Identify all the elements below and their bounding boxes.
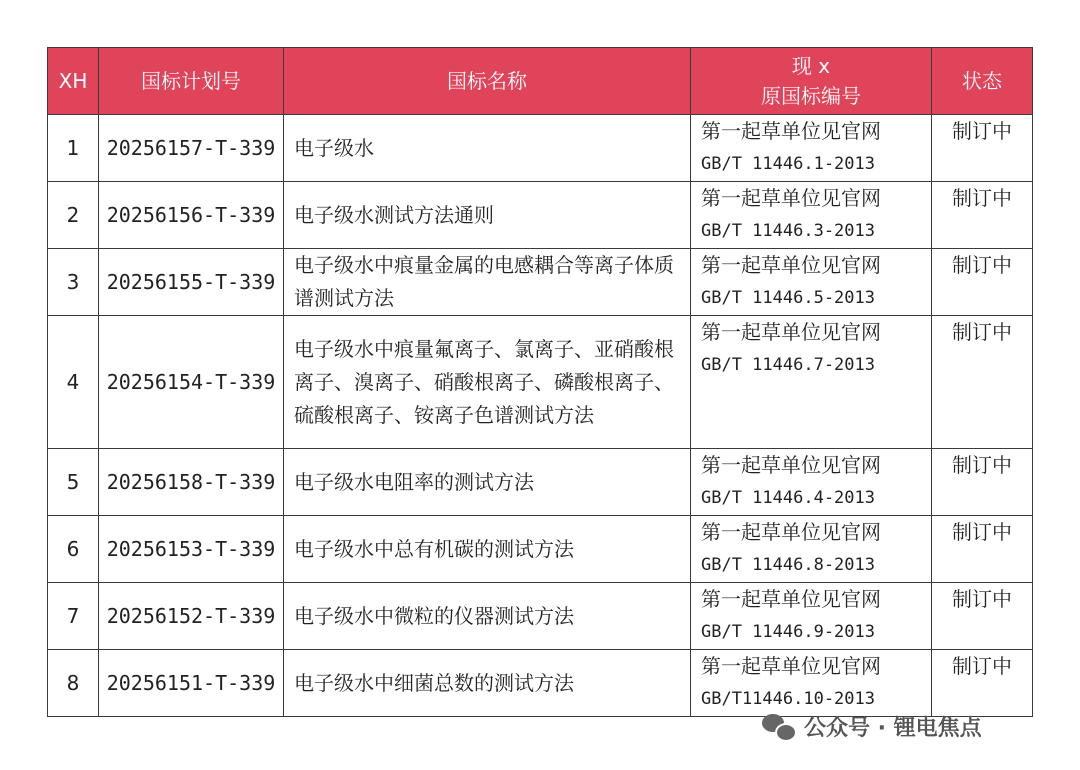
row-original-number: GB/T 11446.9-2013 — [701, 622, 875, 642]
row-status: 制订中 — [932, 650, 1033, 717]
row-original-note: 第一起草单位见官网 — [701, 587, 881, 611]
table-row — [48, 449, 1033, 516]
row-index: 7 — [48, 583, 99, 650]
watermark — [762, 708, 982, 744]
row-standard-name: 电子级水电阻率的测试方法 — [284, 449, 691, 516]
row-plan-number: 20256158-T-339 — [99, 449, 284, 516]
row-standard-name: 电子级水中痕量氟离子、氯离子、亚硝酸根离子、溴离子、硝酸根离子、磷酸根离子、硫酸根离子、铵离子色谱测试方法 — [284, 316, 691, 449]
row-original-number: GB/T 11446.7-2013 — [701, 355, 875, 375]
row-original-standard — [691, 316, 932, 449]
row-index: 4 — [48, 316, 99, 449]
row-standard-name: 电子级水测试方法通则 — [284, 182, 691, 249]
row-original-standard — [691, 449, 932, 516]
header-original-line2: 原国标编号 — [761, 84, 861, 108]
row-original-note: 第一起草单位见官网 — [701, 119, 881, 143]
table-row — [48, 316, 1033, 449]
header-index: XH — [48, 48, 99, 115]
row-original-note: 第一起草单位见官网 — [701, 453, 881, 477]
row-plan-number: 20256151-T-339 — [99, 650, 284, 717]
row-original-number: GB/T 11446.3-2013 — [701, 221, 875, 241]
row-original-standard — [691, 516, 932, 583]
row-plan-number: 20256155-T-339 — [99, 249, 284, 316]
table-row — [48, 249, 1033, 316]
header-plan-number: 国标计划号 — [99, 48, 284, 115]
row-status: 制订中 — [932, 115, 1033, 182]
row-original-note: 第一起草单位见官网 — [701, 654, 881, 678]
row-standard-name: 电子级水中微粒的仪器测试方法 — [284, 583, 691, 650]
row-original-standard — [691, 583, 932, 650]
row-original-number: GB/T 11446.8-2013 — [701, 555, 875, 575]
row-original-number: GB/T 11446.1-2013 — [701, 154, 875, 174]
row-index: 6 — [48, 516, 99, 583]
row-standard-name: 电子级水中痕量金属的电感耦合等离子体质谱测试方法 — [284, 249, 691, 316]
header-status: 状态 — [932, 48, 1033, 115]
row-original-note: 第一起草单位见官网 — [701, 320, 881, 344]
header-row — [48, 48, 1033, 115]
row-original-standard — [691, 182, 932, 249]
row-index: 5 — [48, 449, 99, 516]
table-row — [48, 115, 1033, 182]
row-index: 8 — [48, 650, 99, 717]
table-row — [48, 650, 1033, 717]
row-plan-number: 20256157-T-339 — [99, 115, 284, 182]
row-original-standard — [691, 650, 932, 717]
row-original-standard — [691, 115, 932, 182]
row-status: 制订中 — [932, 182, 1033, 249]
row-index: 3 — [48, 249, 99, 316]
row-plan-number: 20256154-T-339 — [99, 316, 284, 449]
row-original-number: GB/T 11446.4-2013 — [701, 488, 875, 508]
row-status: 制订中 — [932, 583, 1033, 650]
row-index: 1 — [48, 115, 99, 182]
row-original-number: GB/T 11446.5-2013 — [701, 288, 875, 308]
header-original-standard — [691, 48, 932, 115]
row-plan-number: 20256153-T-339 — [99, 516, 284, 583]
row-status: 制订中 — [932, 516, 1033, 583]
row-plan-number: 20256152-T-339 — [99, 583, 284, 650]
row-standard-name: 电子级水中总有机碳的测试方法 — [284, 516, 691, 583]
row-standard-name: 电子级水 — [284, 115, 691, 182]
row-original-note: 第一起草单位见官网 — [701, 520, 881, 544]
table-row — [48, 516, 1033, 583]
table-row — [48, 583, 1033, 650]
table-row — [48, 182, 1033, 249]
row-original-note: 第一起草单位见官网 — [701, 253, 881, 277]
wechat-icon — [762, 712, 796, 740]
row-standard-name: 电子级水中细菌总数的测试方法 — [284, 650, 691, 717]
table-header — [48, 48, 1033, 115]
table-body — [48, 115, 1033, 717]
header-standard-name: 国标名称 — [284, 48, 691, 115]
standards-table — [47, 47, 1033, 717]
header-original-line1: 现 x — [791, 54, 831, 78]
watermark-text: 公众号 · 锂电焦点 — [804, 715, 982, 741]
row-index: 2 — [48, 182, 99, 249]
row-original-note: 第一起草单位见官网 — [701, 186, 881, 210]
row-status: 制订中 — [932, 316, 1033, 449]
row-plan-number: 20256156-T-339 — [99, 182, 284, 249]
row-original-standard — [691, 249, 932, 316]
row-status: 制订中 — [932, 249, 1033, 316]
row-status: 制订中 — [932, 449, 1033, 516]
row-original-number: GB/T11446.10-2013 — [701, 689, 875, 709]
